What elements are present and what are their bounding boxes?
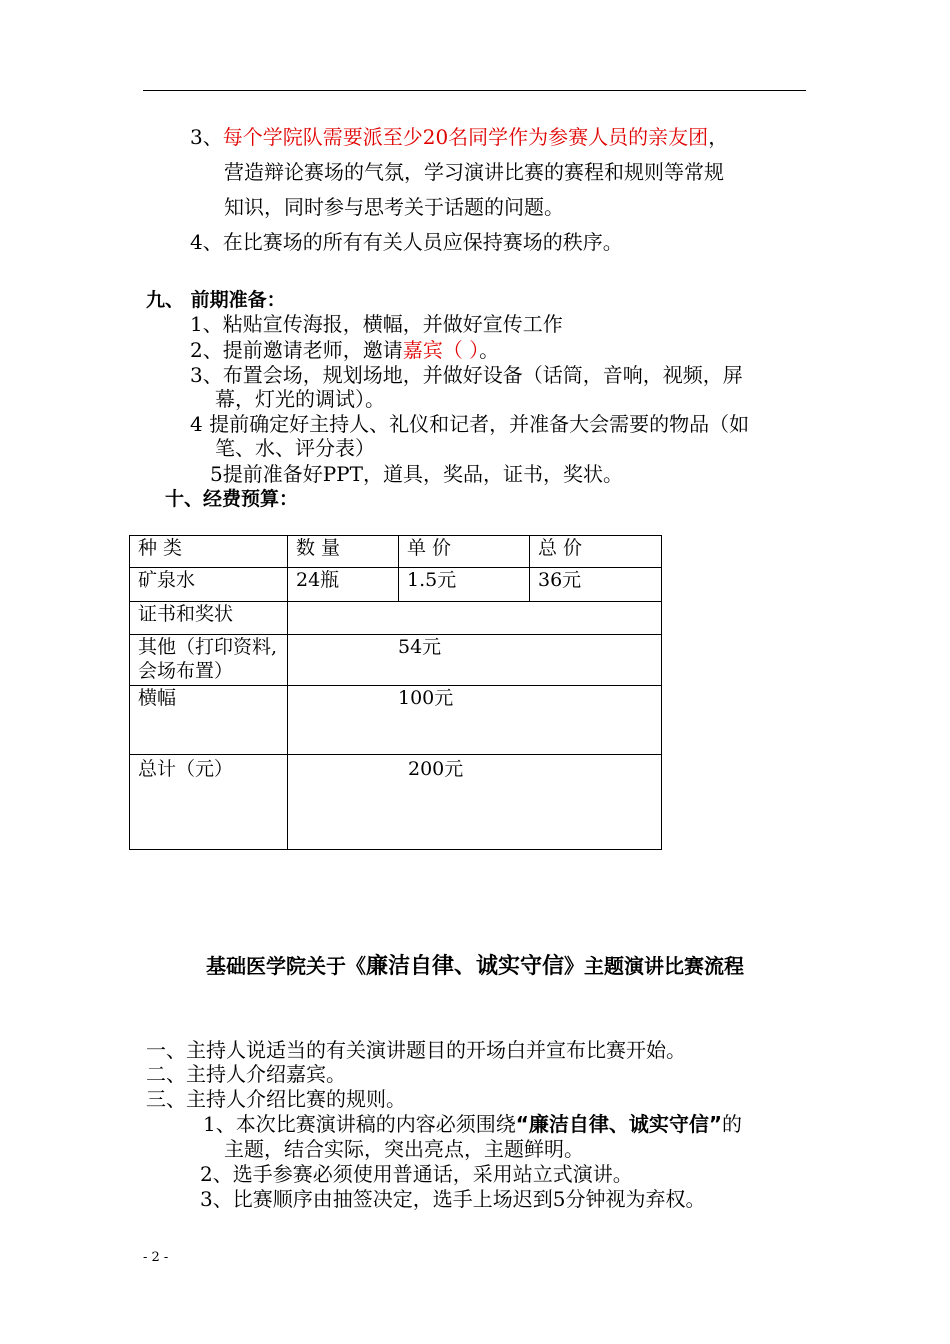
prep-item-4-line1: 4 提前确定好主持人、礼仪和记者，并准备大会需要的物品（如 [190,412,750,436]
rule-item-3-number: 3、 [190,125,223,149]
cell-certificate-value [288,602,662,635]
flow-rule-1 [203,1111,742,1137]
page-number: - 2 - [143,1250,169,1265]
rule-item-3 [190,124,728,150]
budget-table [129,535,662,850]
prep-item-2-text: 2、提前邀请老师，邀请 [190,338,403,362]
header-quantity: 数 量 [288,536,399,568]
flow-rule-3: 3、比赛顺序由抽签决定，选手上场迟到5分钟视为弃权。 [200,1187,706,1211]
cell-other-value: 54元 [288,635,662,686]
flow-rule-2: 2、选手参赛必须使用普通话，采用站立式演讲。 [200,1162,633,1186]
table-header-row [130,536,662,568]
cell-banner-value: 100元 [288,686,662,755]
cell-certificate-label: 证书和奖状 [130,602,288,635]
flow-title-suffix: 》主题演讲比赛流程 [564,954,744,978]
prep-item-3-line1: 3、布置会场，规划场地，并做好设备（话筒，音响，视频，屏 [190,363,743,387]
rule-item-3-red-text: 每个学院队需要派至少20名同学作为参赛人员的亲友团 [222,125,709,149]
flow-step-1: 一、主持人说适当的有关演讲题目的开场白并宣布比赛开始。 [146,1038,686,1062]
rule-item-3-comma: ， [708,125,729,149]
rule-item-4: 4、在比赛场的所有有关人员应保持赛场的秩序。 [190,230,623,254]
cell-water-total: 36元 [530,568,662,602]
prep-item-3-line2: 幕，灯光的调试）。 [215,387,385,411]
cell-banner-label: 横幅 [130,686,288,755]
cell-other-label: 其他（打印资料,会场布置） [130,635,288,686]
cell-total-value: 200元 [288,755,662,850]
prep-item-5: 5提前准备好PPT，道具，奖品，证书，奖状。 [210,462,623,486]
flow-title-prefix: 基础医学院关于《 [205,954,366,978]
prep-item-2 [190,337,499,363]
flow-rule-1-theme: “廉洁自律、诚实守信” [515,1112,723,1136]
table-row-water [130,568,662,602]
flow-step-2: 二、主持人介绍嘉宾。 [146,1062,346,1086]
prep-item-4-line2: 笔、水、评分表） [215,436,375,460]
prep-item-1: 1、粘贴宣传海报，横幅，并做好宣传工作 [190,312,563,336]
header-unit-price: 单 价 [399,536,530,568]
cell-total-label: 总计（元） [130,755,288,850]
table-row-certificate [130,602,662,635]
prep-item-2-end: 。 [479,338,500,362]
flow-rule-1-text: 1、本次比赛演讲稿的内容必须围绕 [203,1112,516,1136]
header-rule [143,90,806,91]
rule-item-3-line2: 营造辩论赛场的气氛，学习演讲比赛的赛程和规则等常规 [224,160,724,184]
budget-heading: 十、经费预算： [165,488,299,510]
cell-water-qty: 24瓶 [288,568,399,602]
table-row-other [130,635,662,686]
cell-water-name: 矿泉水 [130,568,288,602]
cell-water-unit: 1.5元 [399,568,530,602]
flow-step-3: 三、主持人介绍比赛的规则。 [146,1087,406,1111]
prep-heading: 九、 前期准备： [146,289,286,311]
table-row-banner [130,686,662,755]
rule-item-3-line3: 知识，同时参与思考关于话题的问题。 [224,195,564,219]
flow-title-theme: 廉洁自律、诚实守信 [365,954,564,979]
header-total-price: 总 价 [530,536,662,568]
prep-item-2-red: 嘉宾（ ） [402,338,480,362]
flow-rule-1-end: 的 [722,1112,743,1136]
flow-title [0,949,950,980]
header-category: 种 类 [130,536,288,568]
flow-rule-1-line2: 主题，结合实际，突出亮点，主题鲜明。 [224,1137,584,1161]
table-row-total [130,755,662,850]
